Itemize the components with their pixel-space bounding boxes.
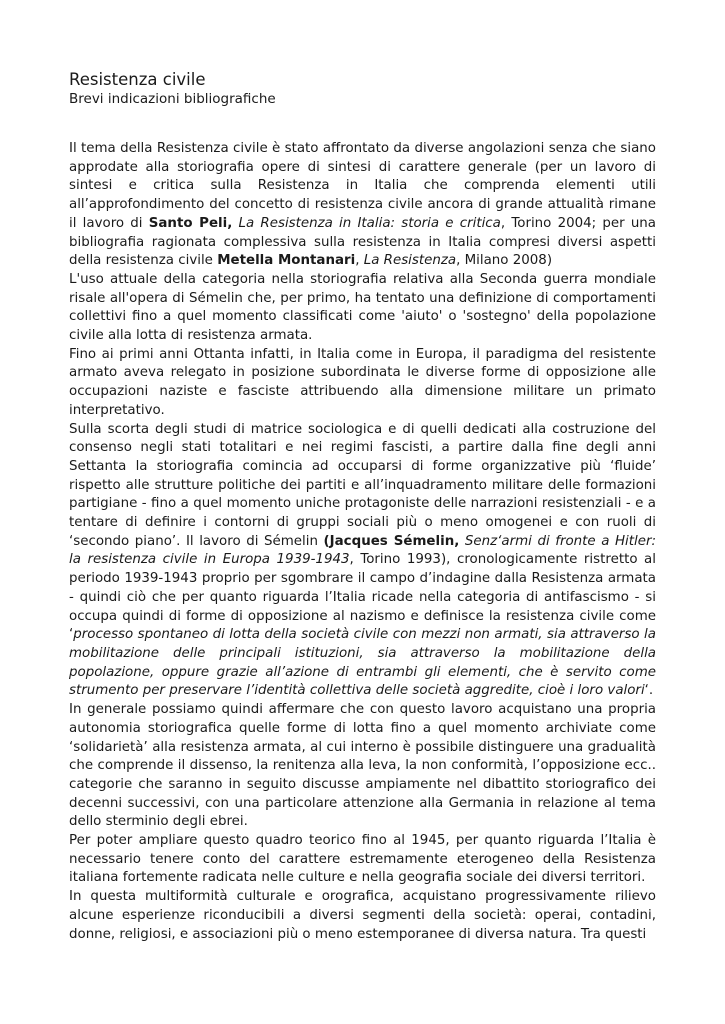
document-subtitle: Brevi indicazioni bibliografiche (69, 91, 276, 107)
paragraph-text: Il tema della Resistenza civile è stato affrontato da diverse angolazioni senza che siano approdate alla storiografia opere di sintesi di carattere generale (per un lavoro di sintesi e critica sulla Resistenza in Italia che comprenda elementi utili all’approfondimento del concetto di resistenza civile ancora di grande attualità rimane il lavoro di (69, 141, 656, 231)
paragraph-5: In generale possiamo quindi affermare che con questo lavoro acquistano una propria autonomia storiografica quelle forme di lotta fino a quel momento archiviate come ‘solidarietà’ alla resistenza armata, al cui interno è possibile distinguere una gradualità che comprende il dissenso, la renitenza alla leva, la non conformità, l’opposizione ecc.. categorie che saranno in seguito discusse ampiamente nel dibattito storiografico dei decenni successivi, con una particolare attenzione alla Germania in relazione al tema dello sterminio degli ebrei. (69, 702, 656, 830)
paragraph-text: , (355, 253, 364, 269)
paragraph-3: Fino ai primi anni Ottanta infatti, in Italia come in Europa, il paradigma del resistente armato aveva relegato in posizione subordinata le diverse forme di opposizione alle occupazioni naziste e fasciste attribuendo alla dimensione militare un primato interpretativo. (69, 346, 656, 418)
book-title: La Resistenza in Italia: storia e critica (238, 215, 501, 231)
paragraph-text: , Milano 2008) (456, 253, 553, 269)
paragraph-7: In questa multiformità culturale e orografica, acquistano progressivamente rilievo alcune esperienze riconducibili a diversi segmenti della società: operai, contadini, donne, religiosi, e associazioni più o meno estemporanee di diversa natura. Tra questi (69, 889, 656, 942)
author-name: (Jacques Sémelin, (323, 533, 460, 549)
paragraph-1 (69, 140, 656, 271)
paragraph-4 (69, 421, 656, 702)
paragraph-text: ‘. (644, 683, 654, 699)
author-name: Metella Montanari (217, 253, 356, 269)
paragraph-text: Sulla scorta degli studi di matrice sociologica e di quelli dedicati alla costruzione del consenso negli stati totalitari e nei regimi fascisti, a partire dalla fine degli anni Settanta la storiografia comincia ad occuparsi di forme organizzative più ‘fluide’ rispetto alle strutture politiche dei partiti e all’inquadramento militare delle formazioni partigiane - fino a quel momento uniche protagoniste delle narrazioni resistenziali - e a tentare di definire i contorni di gruppi sociali più o meno omogenei e con ruoli di ‘secondo piano’. Il lavoro di Sémelin (69, 421, 656, 549)
author-name: Santo Peli, (148, 215, 233, 231)
book-title: La Resistenza (363, 253, 457, 269)
book-title: Senz‘armi di fronte a Hitler: la resistenza civile in Europa 1939-1943 (69, 533, 657, 568)
paragraph-6: Per poter ampliare questo quadro teorico fino al 1945, per quanto riguarda l’Italia è necessario tenere conto del carattere estremamente eterogeneo della Resistenza italiana fortemente radicata nelle culture e nella geografia sociale dei diversi territori. (69, 833, 656, 886)
quotation: processo spontaneo di lotta della società civile con mezzi non armati, sia attraverso la mobilitazione delle principali istituzioni, sia attraverso la mobilitazione della popolazione, oppure grazie all’azione di entrambi gli elementi, che è servito come strumento per preservare l’identità collettiva delle società aggredite, cioè i loro valori (69, 627, 656, 699)
paragraph-2: L'uso attuale della categoria nella storiografia relativa alla Seconda guerra mondiale risale all'opera di Sémelin che, per primo, ha tentato una definizione di comportamenti collettivi fino a quel momento classificati come 'aiuto' o 'sostegno' della popolazione civile alla lotta di resistenza armata. (69, 271, 656, 344)
document-body (69, 140, 656, 944)
paragraph-text: , Torino 2004; per una bibliografia ragionata complessiva sulla resistenza in Italia compresi diversi aspetti della resistenza civile (69, 215, 656, 269)
document-title: Resistenza civile (69, 70, 206, 89)
paragraph-text: , Torino 1993), cronologicamente ristretto al periodo 1939-1943 proprio per sgombrare il campo d’indagine dalla Resistenza armata - quindi ciò che per quanto riguarda l’Italia ricade nella categoria di antifascismo - si occupa quindi di forme di opposizione al nazismo e definisce la resistenza civile come ‘ (69, 552, 656, 643)
